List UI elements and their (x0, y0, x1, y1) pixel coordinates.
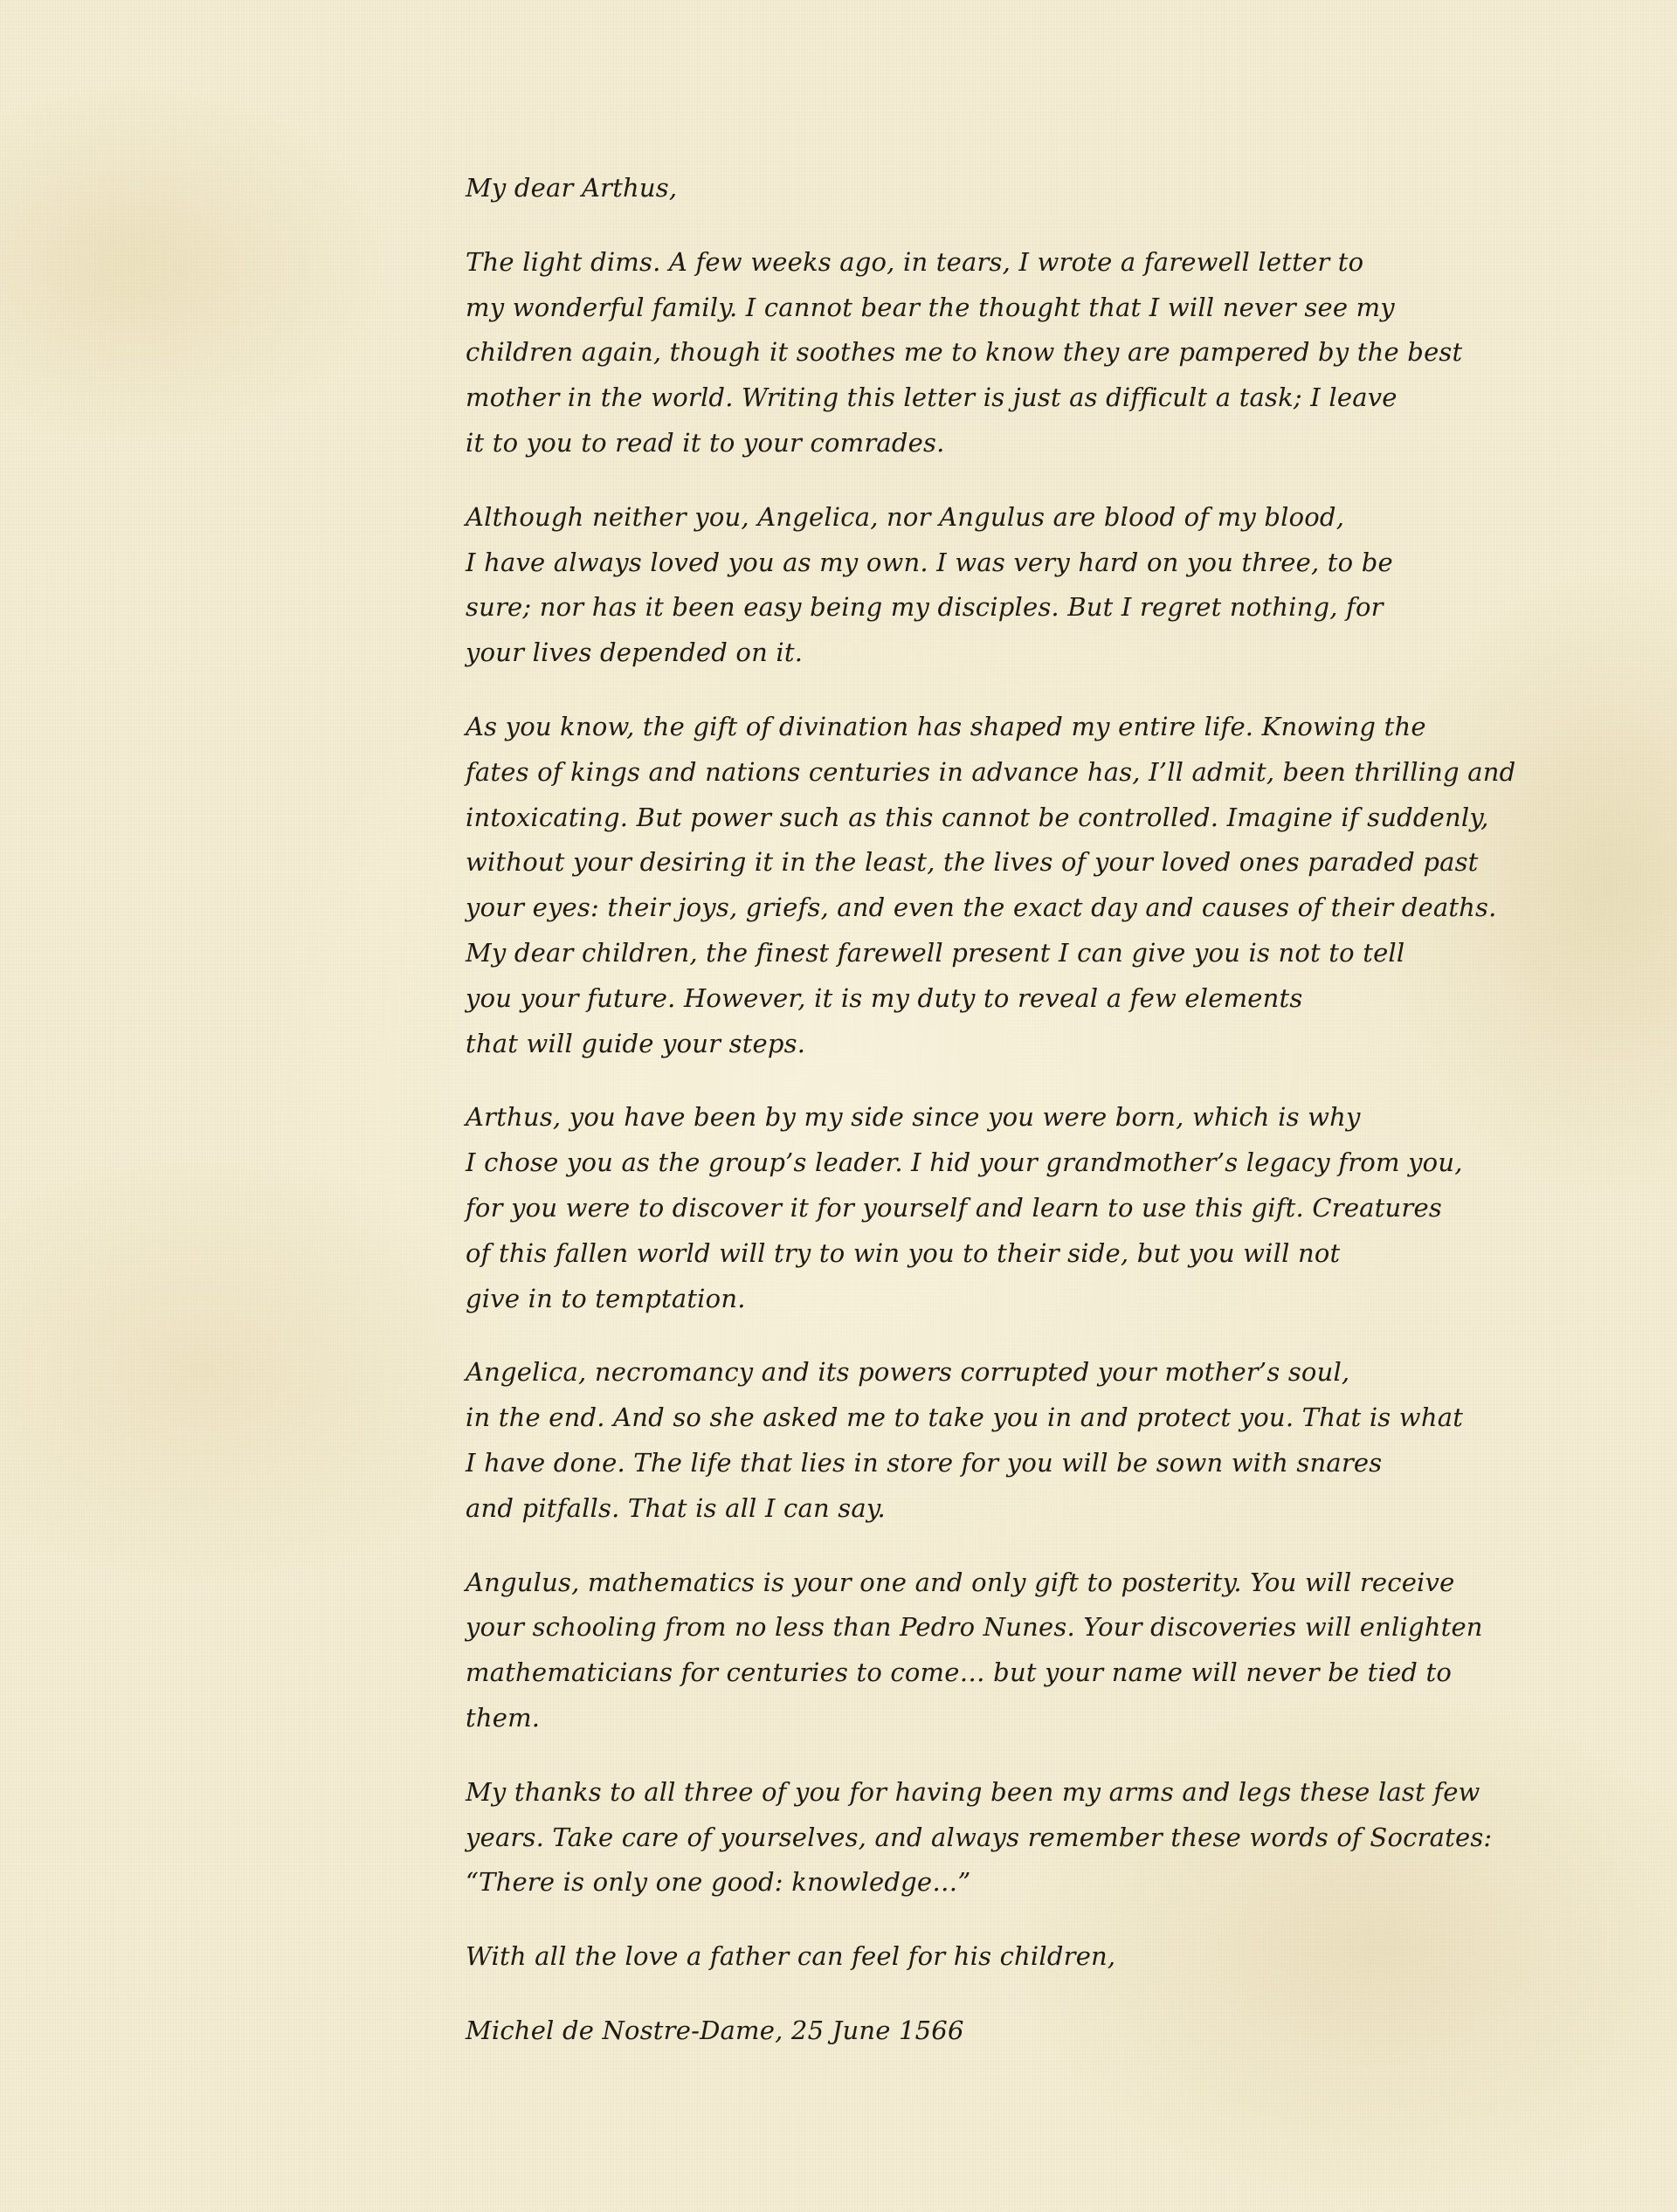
paragraph-disciples: Although neither you, Angelica, nor Angulus are blood of my blood, I have always loved you as my own. I was very hard on you three, to be sure; nor has it been easy being my disciples. But I regret nothing, for your lives depended on it. (466, 501, 1393, 668)
closing-line: With all the love a father can feel for his children, (466, 1941, 1116, 1972)
paragraph-opening: The light dims. A few weeks ago, in tears, I wrote a farewell letter to my wonderful family. I cannot bear the thought that I will never see my children again, though it soothes me to know they are pampered by the best mother in the world. Writing this letter is just as difficult a task; I leave it to you to read it to your comrades. (466, 246, 1463, 458)
letter-body (466, 166, 1601, 2054)
salutation: My dear Arthus, (466, 173, 678, 203)
paragraph-arthus: Arthus, you have been by my side since you were born, which is why I chose you as the group’s leader. I hid your grandmother’s legacy from you, for you were to discover it for yourself and learn to use this gift. Creatures of this fallen world will try to win you to their side, but you will not give in to temptation. (466, 1102, 1463, 1313)
signature: Michel de Nostre-Dame, 25 June 1566 (466, 2015, 964, 2045)
paragraph-divination: As you know, the gift of divination has shaped my entire life. Knowing the fates of kings and nations centuries in advance has, I’ll admit, been thrilling and intoxicating. But power such as this cannot be controlled. Imagine if suddenly, without your desiring it in the least, the lives of your loved ones paraded past your eyes: their joys, griefs, and even the exact day and causes of their deaths. My dear children, the finest farewell present I can give you is not to tell you your future. However, it is my duty to reveal a few elements that will guide your steps. (466, 711, 1516, 1058)
paragraph-thanks: My thanks to all three of you for having been my arms and legs these last few years. Take care of yourselves, and always remember these words of Socrates: “There is only one good: knowledge…” (466, 1776, 1493, 1898)
paragraph-angulus: Angulus, mathematics is your one and only gift to posterity. You will receive your schooling from no less than Pedro Nunes. Your discoveries will enlighten mathematicians for centuries to come… but your name will never be tied to them. (466, 1567, 1483, 1733)
paragraph-angelica: Angelica, necromancy and its powers corrupted your mother’s soul, in the end. And so she asked me to take you in and protect you. That is what I have done. The life that lies in store for you will be sown with snares and pitfalls. That is all I can say. (466, 1357, 1464, 1523)
